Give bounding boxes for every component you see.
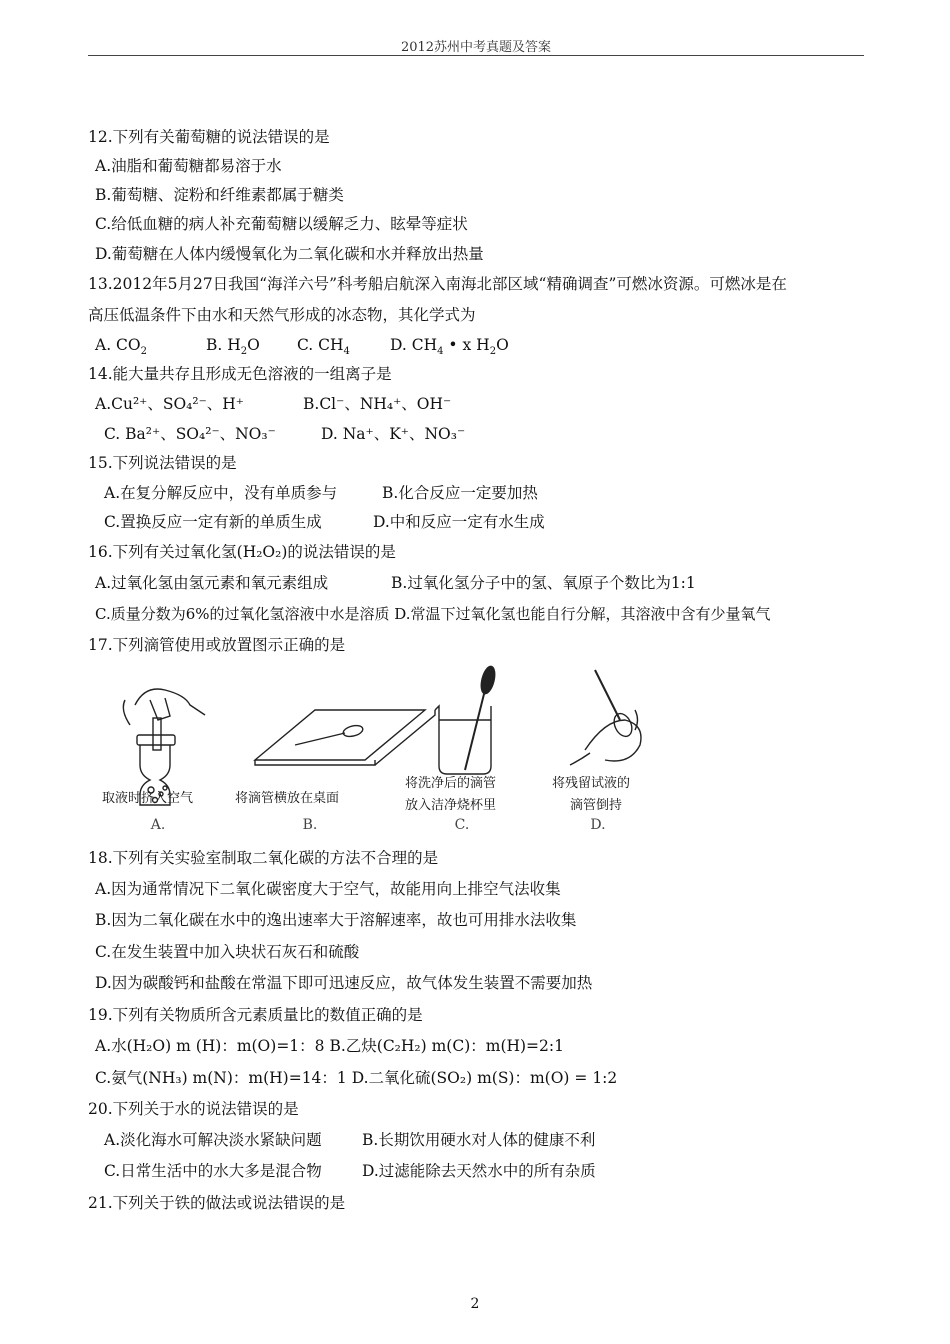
label-c: C. — [454, 817, 470, 833]
q13-option-b: B. $H_2O$ — [206, 336, 260, 358]
q18-stem: 18.下列有关实验室制取二氧化碳的方法不合理的是 — [88, 849, 439, 867]
q12-option-a: A.油脂和葡萄糖都易溶于水 — [95, 157, 282, 175]
q20-option-d: D.过滤能除去天然水中的所有杂质 — [362, 1162, 596, 1180]
q16-stem: 16.下列有关过氧化氢(H₂O₂)的说法错误的是 — [88, 543, 396, 561]
q18-option-c: C.在发生装置中加入块状石灰石和硫酸 — [95, 943, 360, 961]
q13-option-c: C. $CH_4$ — [297, 336, 350, 358]
header-rule — [88, 55, 864, 56]
q12-option-c: C.给低血糖的病人补充葡萄糖以缓解乏力、眩晕等症状 — [95, 215, 468, 233]
caption-b: 将滴管横放在桌面 — [235, 791, 340, 806]
dropper-illustrations — [95, 660, 695, 840]
q14-option-b: B.Cl⁻、NH₄⁺、OH⁻ — [303, 395, 452, 413]
q19-stem: 19.下列有关物质所含元素质量比的数值正确的是 — [88, 1006, 423, 1024]
q13-stem-2: 高压低温条件下由水和天然气形成的冰态物，其化学式为 — [88, 306, 476, 324]
q20-option-a: A.淡化海水可解决淡水紧缺问题 — [104, 1131, 322, 1149]
q20-option-c: C.日常生活中的水大多是混合物 — [104, 1162, 322, 1180]
page-number: 2 — [470, 1296, 480, 1312]
q15-option-a: A.在复分解反应中，没有单质参与 — [104, 484, 338, 502]
q14-option-d: D. Na⁺、K⁺、NO₃⁻ — [321, 425, 466, 443]
q21-stem: 21.下列关于铁的做法或说法错误的是 — [88, 1194, 346, 1212]
q17-figure — [95, 660, 695, 840]
q12-option-d: D.葡萄糖在人体内缓慢氧化为二氧化碳和水并释放出热量 — [95, 245, 484, 263]
caption-c-line2: 放入洁净烧杯里 — [405, 798, 497, 813]
q16-option-a: A.过氧化氢由氢元素和氧元素组成 — [95, 574, 329, 592]
q20-stem: 20.下列关于水的说法错误的是 — [88, 1100, 299, 1118]
q14-option-c: C. Ba²⁺、SO₄²⁻、NO₃⁻ — [104, 425, 276, 443]
q18-option-a: A.因为通常情况下二氧化碳密度大于空气，故能用向上排空气法收集 — [95, 880, 561, 898]
q18-option-b: B.因为二氧化碳在水中的逸出速率大于溶解速率，故也可用排水法收集 — [95, 911, 577, 929]
q18-option-d: D.因为碳酸钙和盐酸在常温下即可迅速反应，故气体发生装置不需要加热 — [95, 974, 593, 992]
illustration-d — [570, 670, 641, 765]
q20-option-b: B.长期饮用硬水对人体的健康不利 — [362, 1131, 596, 1149]
label-d: D. — [590, 817, 606, 833]
q14-option-a: A.Cu²⁺、SO₄²⁻、H⁺ — [95, 395, 244, 413]
caption-a: 取液时挤入空气 — [102, 791, 194, 806]
q16-option-b: B.过氧化氢分子中的氢、氧原子个数比为1:1 — [391, 574, 696, 592]
page-header: 2012苏州中考真题及答案 — [400, 40, 552, 55]
q13-stem-1: 13.2012年5月27日我国“海洋六号”科考船启航深入南海北部区域“精确调查”可燃冰资源。可燃冰是在 — [88, 275, 787, 293]
caption-d-line1: 将残留试液的 — [552, 776, 631, 791]
q14-stem: 14.能大量共存且形成无色溶液的一组离子是 — [88, 365, 392, 383]
q17-stem: 17.下列滴管使用或放置图示正确的是 — [88, 636, 346, 654]
q19-options-cd: C.氨气(NH₃) m(N)：m(H)=14：1 D.二氧化硫(SO₂) m(S)：m(O) = 1:2 — [95, 1069, 618, 1087]
q15-stem: 15.下列说法错误的是 — [88, 454, 237, 472]
q15-option-b: B.化合反应一定要加热 — [382, 484, 538, 502]
q19-options-ab: A.水(H₂O) m (H)：m(O)=1：8 B.乙炔(C₂H₂) m(C)：m(H)=2:1 — [95, 1037, 564, 1055]
q16-options-cd: C.质量分数为6%的过氧化氢溶液中水是溶质 D.常温下过氧化氢也能自行分解，其溶液中含有少量氧气 — [95, 605, 771, 623]
q15-option-c: C.置换反应一定有新的单质生成 — [104, 513, 322, 531]
q13-option-d: D. $CH_4$ • x $H_2O$ — [390, 336, 509, 358]
q12-option-b: B.葡萄糖、淀粉和纤维素都属于糖类 — [95, 186, 344, 204]
illustration-c — [435, 665, 497, 774]
q13-option-a: A. $CO_2$ — [95, 336, 147, 358]
caption-d-line2: 滴管倒持 — [570, 798, 623, 813]
q15-option-d: D.中和反应一定有水生成 — [373, 513, 545, 531]
caption-c-line1: 将洗净后的滴管 — [405, 776, 497, 791]
label-a: A. — [150, 817, 166, 833]
q12-stem: 12.下列有关葡萄糖的说法错误的是 — [88, 128, 330, 146]
label-b: B. — [302, 817, 318, 833]
illustration-b — [255, 710, 435, 765]
